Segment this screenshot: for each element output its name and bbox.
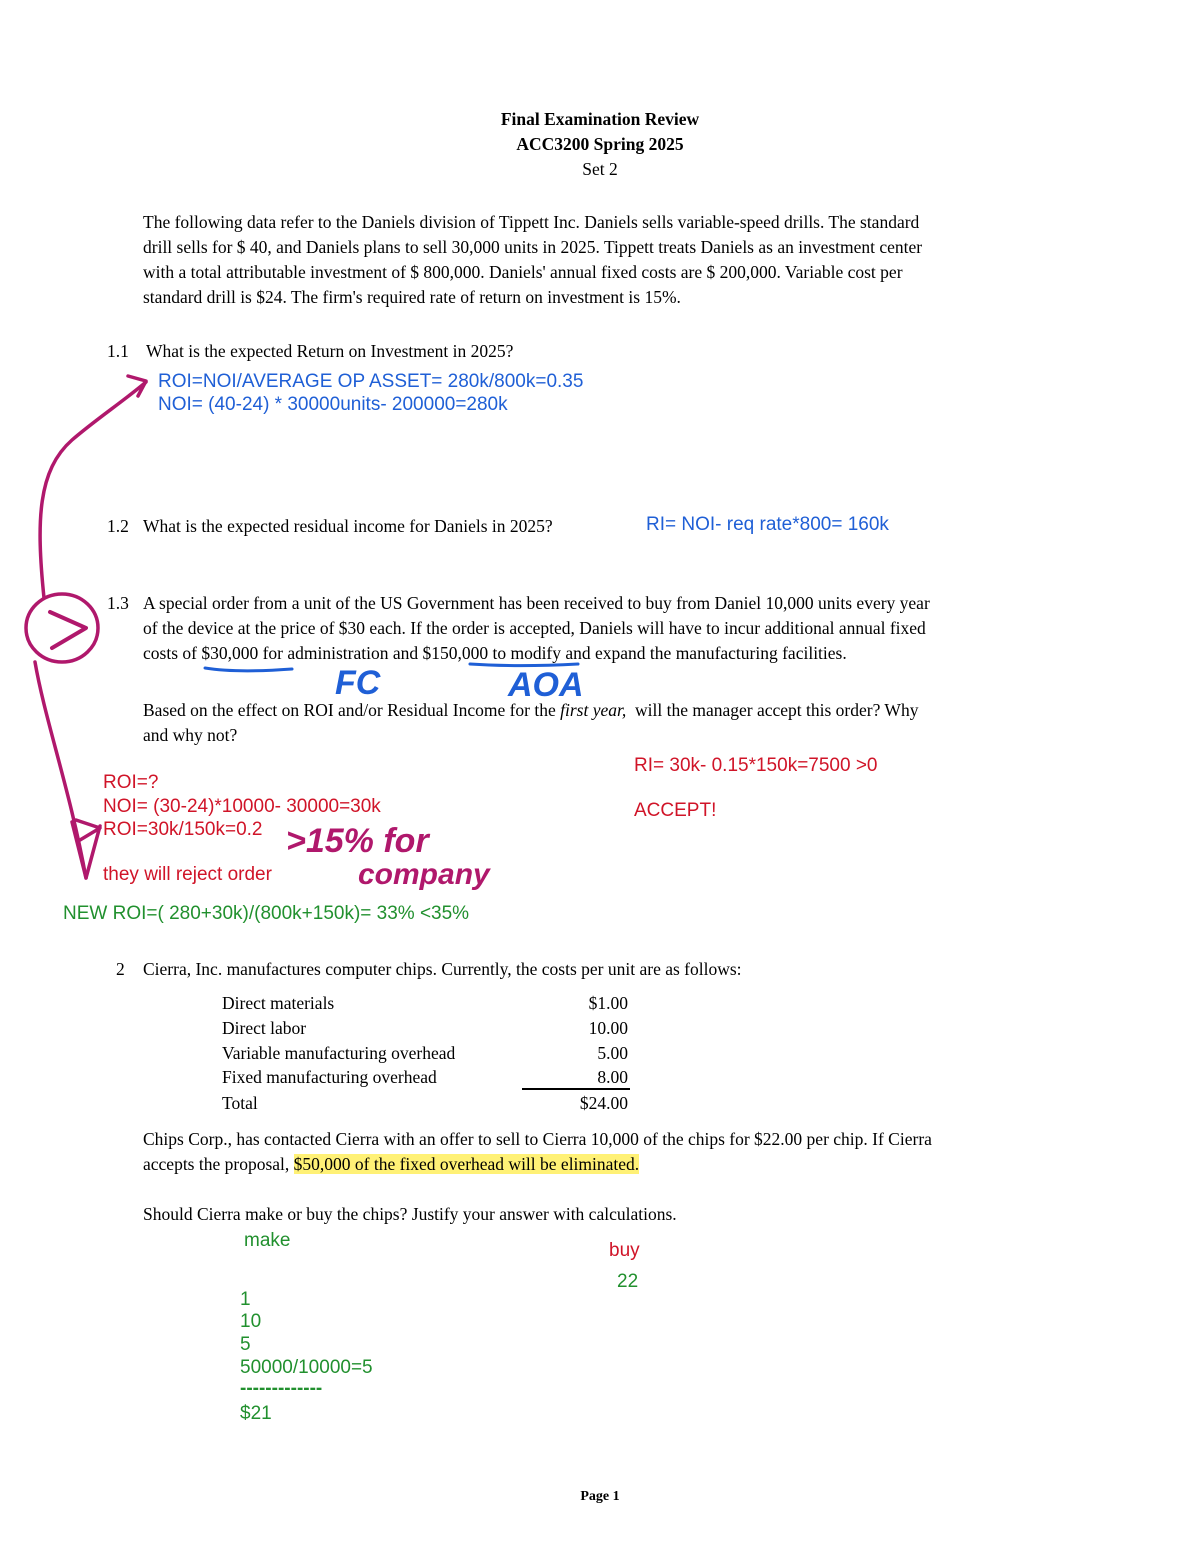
- page-title: Final Examination Review: [500, 109, 700, 129]
- buy-value: 22: [617, 1271, 639, 1292]
- q1-3-line-2: of the device at the price of $30 each. If the order is accepted, Daniels will have to incur additional annual fixed: [143, 618, 926, 638]
- q2-text: Cierra, Inc. manufactures computer chips. Currently, the costs per unit are as follows:: [143, 959, 742, 979]
- q1-1-number: 1.1: [107, 341, 129, 361]
- handwritten-fifteen-percent: >15% for: [286, 822, 429, 860]
- cost-label-variable-overhead: Variable manufacturing overhead: [222, 1043, 456, 1063]
- q2-para-line-1: Chips Corp., has contacted Cierra with an offer to sell to Cierra 10,000 of the chips for $22.00 per chip. If Cierra: [143, 1129, 932, 1149]
- q1-3-followup: Based on the effect on ROI and/or Residual Income for the first year, will the manager accept this order? Why: [143, 700, 919, 720]
- new-roi-note: NEW ROI=( 280+30k)/(800k+150k)= 33% <35%: [63, 903, 470, 924]
- cost-label-total: Total: [222, 1093, 258, 1113]
- intro-line-1: The following data refer to the Daniels division of Tippett Inc. Daniels sells variable-speed drills. The standard: [143, 212, 920, 232]
- magenta-arrow-up-curve: [40, 382, 146, 598]
- cost-value-direct-labor: 10.00: [588, 1018, 628, 1038]
- reject-order-note: they will reject order: [103, 864, 272, 885]
- blue-underline-aoa: [470, 664, 578, 666]
- make-total: $21: [240, 1403, 272, 1424]
- cost-label-fixed-overhead: Fixed manufacturing overhead: [222, 1067, 437, 1087]
- make-value-materials: 1: [240, 1289, 251, 1310]
- set-label: Set 2: [582, 159, 618, 179]
- cost-value-fixed-overhead: 8.00: [597, 1067, 628, 1087]
- make-divider: -------------: [240, 1378, 323, 1399]
- buy-header: buy: [609, 1240, 640, 1261]
- roi-question-note: ROI=?: [103, 772, 159, 793]
- page-number: Page 1: [580, 1489, 620, 1504]
- cost-value-total: $24.00: [579, 1093, 628, 1113]
- cost-value-variable-overhead: 5.00: [597, 1043, 628, 1063]
- ri-special-order-note: RI= 30k- 0.15*150k=7500 >0: [634, 755, 878, 776]
- q2-question: Should Cierra make or buy the chips? Justify your answer with calculations.: [143, 1204, 677, 1224]
- course-title: ACC3200 Spring 2025: [516, 134, 684, 154]
- noi-special-order-note: NOI= (30-24)*10000- 30000=30k: [103, 796, 381, 817]
- q2-number: 2: [116, 959, 125, 979]
- q1-3-line-1: A special order from a unit of the US Government has been received to buy from Daniel 10,000 units every year: [143, 593, 930, 613]
- make-header: make: [244, 1230, 291, 1251]
- make-value-fixed: 50000/10000=5: [240, 1357, 373, 1378]
- noi-formula-note: NOI= (40-24) * 30000units- 200000=280k: [158, 394, 508, 415]
- accept-note: ACCEPT!: [634, 800, 717, 821]
- q1-3-followup-line-2: and why not?: [143, 725, 238, 745]
- intro-line-2: drill sells for $ 40, and Daniels plans to sell 30,000 units in 2025. Tippett treats Daniels as an investment center: [143, 237, 923, 257]
- make-value-labor: 10: [240, 1311, 262, 1332]
- magenta-greater-than-icon: [50, 612, 86, 648]
- roi-formula-note: ROI=NOI/AVERAGE OP ASSET= 280k/800k=0.35: [158, 371, 584, 392]
- cost-value-direct-materials: $1.00: [588, 993, 628, 1013]
- intro-line-4: standard drill is $24. The firm's required rate of return on investment is 15%.: [143, 287, 681, 307]
- handwritten-company: company: [358, 858, 490, 891]
- roi-special-order-note: ROI=30k/150k=0.2: [103, 819, 263, 840]
- blue-underline-fc: [205, 668, 292, 671]
- cost-label-direct-materials: Direct materials: [222, 993, 335, 1013]
- highlighted-fixed-overhead: $50,000 of the fixed overhead will be eliminated.: [293, 1154, 640, 1174]
- ri-formula-note: RI= NOI- req rate*800= 160k: [646, 514, 889, 535]
- q1-3-number: 1.3: [107, 593, 129, 613]
- handwritten-aoa: AOA: [508, 666, 584, 704]
- handwritten-fc: FC: [335, 664, 381, 702]
- q1-1-text: What is the expected Return on Investment in 2025?: [146, 341, 514, 361]
- q1-2-text: What is the expected residual income for Daniels in 2025?: [143, 516, 553, 536]
- q1-3-line-3: costs of $30,000 for administration and $150,000 to modify and expand the manufacturing facilities.: [143, 643, 847, 663]
- q1-2-number: 1.2: [107, 516, 129, 536]
- make-value-variable: 5: [240, 1334, 251, 1355]
- intro-line-3: with a total attributable investment of $ 800,000. Daniels' annual fixed costs are $ 200,000. Variable cost per: [143, 262, 903, 282]
- q2-para-line-2: accepts the proposal, $50,000 of the fixed overhead will be eliminated.: [143, 1154, 640, 1174]
- cost-label-direct-labor: Direct labor: [222, 1018, 307, 1038]
